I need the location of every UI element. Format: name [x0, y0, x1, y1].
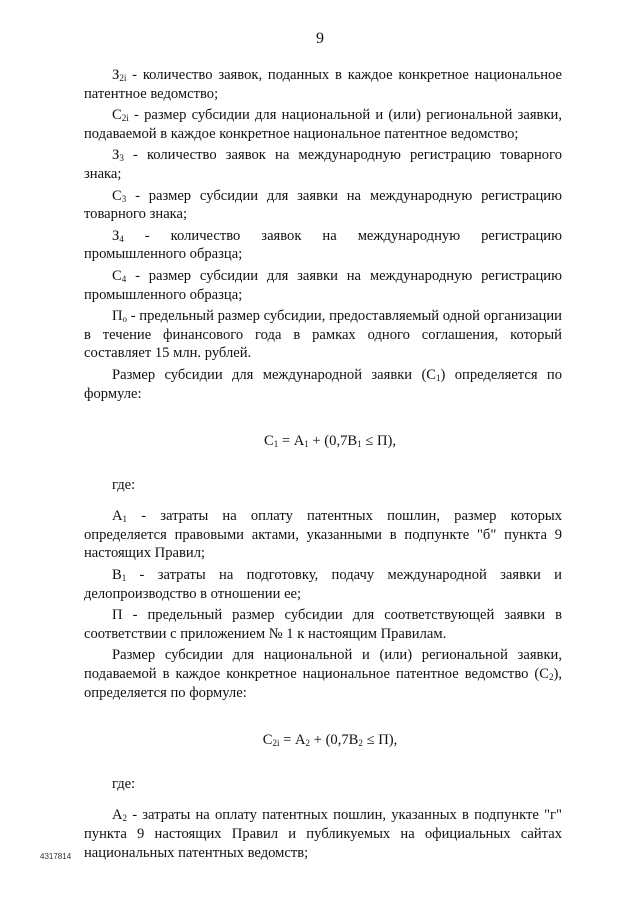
definition-text: - размер субсидии для национальной и (или) региональной заявки, подаваемой в каждое конкретное национальное патентное ведомство; [84, 107, 562, 142]
definition-subscript: 2i [121, 113, 129, 124]
definition-symbol: В [112, 567, 122, 584]
definitions-list-3 [84, 806, 562, 862]
definition-item [84, 806, 562, 862]
definition-text: - предельный размер субсидии для соответствующей заявки в соответствии с приложением № 1 к настоящим Правилам. [84, 607, 562, 642]
definition-symbol: А [112, 807, 123, 824]
definition-subscript: 3 [119, 153, 124, 164]
definition-subscript: 2 [122, 813, 128, 824]
definition-symbol: З [112, 227, 120, 244]
definition-item [84, 66, 562, 103]
definitions-list [84, 66, 562, 363]
definition-item [84, 307, 562, 363]
where-label: где: [112, 476, 136, 493]
definition-subscript: 3 [121, 193, 127, 204]
definition-item [84, 507, 562, 563]
definition-item [84, 146, 562, 183]
where-label: где: [112, 775, 136, 792]
definition-subscript: 4 [119, 233, 124, 244]
definition-item [84, 187, 562, 224]
document-body [84, 66, 562, 865]
definition-symbol: З [112, 147, 120, 164]
page-number: 9 [316, 30, 324, 47]
definition-item [84, 106, 562, 143]
definition-subscript: 1 [121, 573, 127, 584]
definition-text: - затраты на оплату патентных пошлин, размер которых определяется правовыми актами, указанными в подпункте "б" пункта 9 настоящих Правил; [84, 508, 562, 562]
definition-text: - количество заявок, поданных в каждое конкретное национальное патентное ведомство; [84, 67, 562, 102]
definition-item [84, 267, 562, 304]
definitions-list-2 [84, 507, 562, 643]
definition-symbol: П [112, 607, 123, 624]
formula-c1: $С_1 = А_1 + (0,7В_1 \le П)$, [263, 433, 397, 450]
definition-symbol: С [112, 267, 122, 284]
definition-text: - затраты на подготовку, подачу международной заявки и делопроизводство в отношении ее; [84, 567, 562, 602]
definition-symbol: С [112, 187, 122, 204]
definition-symbol: С [112, 107, 122, 124]
definition-text: - количество заявок на международную регистрацию товарного знака; [84, 147, 562, 182]
definition-item [84, 566, 562, 603]
definition-text: - затраты на оплату патентных пошлин, указанных в подпункте "г" пункта 9 настоящих Правил и публикуемых на официальных сайтах национальных патентных ведомств; [84, 807, 562, 861]
definition-text: - предельный размер субсидии, предоставляемый одной организации в течение финансового года в рамках одного соглашения, который составляет 15 млн. рублей. [84, 308, 562, 362]
definition-text: - количество заявок на международную регистрацию промышленного образца; [84, 227, 562, 263]
definition-item [84, 227, 562, 264]
definition-subscript: 2i [119, 73, 127, 83]
definition-subscript: о [122, 314, 128, 325]
paragraph-subsidy-national: Размер субсидии для национальной и (или) региональной заявки, подаваемой в каждое конкретное национальное патентное ведомство $(С_2)$, определяется по формуле: [84, 647, 562, 701]
paragraph-subsidy-international: Размер субсидии для международной заявки $(С_1)$ определяется по формуле: [84, 366, 562, 402]
definition-text: - размер субсидии для заявки на международную регистрацию промышленного образца; [84, 267, 562, 303]
definition-text: - размер субсидии для заявки на международную регистрацию товарного знака; [84, 187, 562, 223]
definition-item [84, 606, 562, 643]
definition-symbol: П [112, 308, 123, 325]
formula-c2i: $С_{2i} = А_2 + (0,7В_2 \le П)$, [262, 732, 398, 749]
definition-subscript: 4 [121, 273, 127, 284]
definition-symbol: А [112, 508, 123, 525]
definition-symbol: З [112, 67, 120, 83]
definition-subscript: 1 [122, 514, 128, 525]
document-id: 4317814 [40, 852, 72, 861]
